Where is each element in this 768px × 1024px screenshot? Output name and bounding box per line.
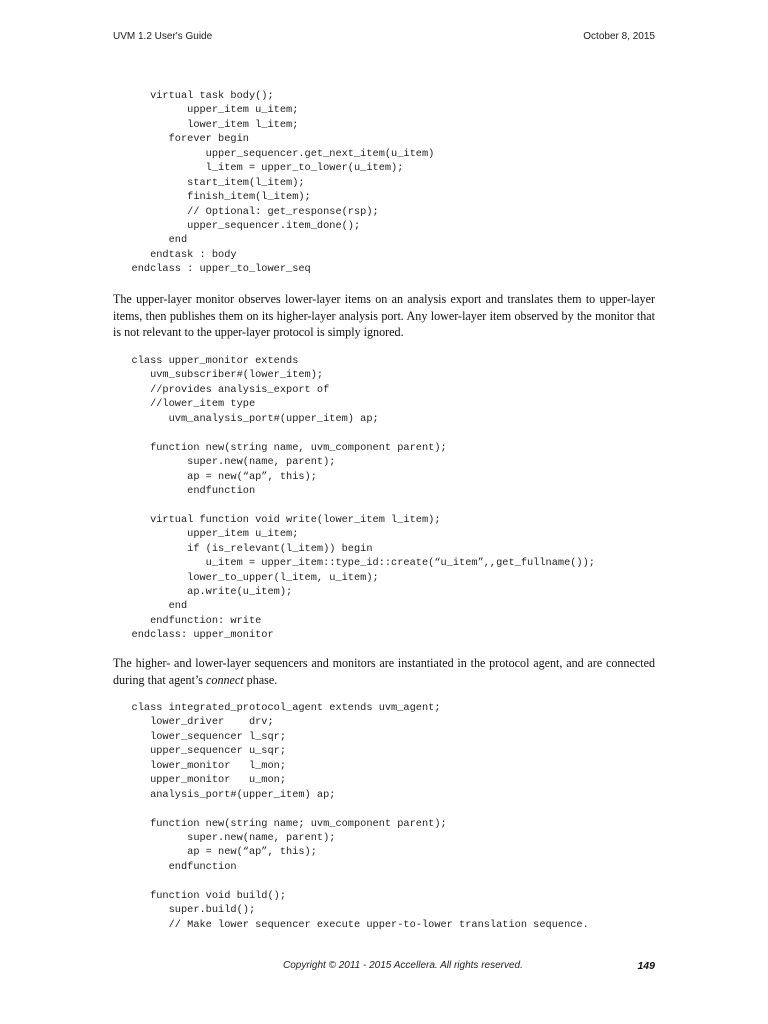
code-line: endfunction <box>113 860 237 873</box>
code-line: end <box>113 234 188 247</box>
code-line: super.new(name, parent); <box>113 456 336 469</box>
code-line: class integrated_protocol_agent extends uvm_agent; <box>113 702 441 714</box>
page-number: 149 <box>637 960 655 972</box>
code-line: end <box>113 600 188 613</box>
code-line: upper_sequencer.item_done(); <box>113 219 361 232</box>
paragraph-upper-layer-monitor: The upper-layer monitor observes lower-layer items on an analysis export and translates them to upper-layer items, then publishes them on its higher-layer analysis port. Any lower-layer item observed by the monitor that is not relevant to the upper-layer protocol is simply ignored. <box>113 292 655 339</box>
code-line: ap = new(“ap”, this); <box>113 470 317 483</box>
code-block-upper-to-lower-seq <box>113 89 434 277</box>
code-line: super.new(name, parent); <box>113 831 336 844</box>
code-line: ap.write(u_item); <box>113 586 293 598</box>
code-line <box>113 802 589 816</box>
paragraph-emphasis: connect <box>206 672 244 687</box>
paragraph-text: The higher- and lower-layer sequencers and monitors are instantiated in the protocol agent, and are connected during that agent’s <box>113 656 655 687</box>
code-line: lower_item l_item; <box>113 118 299 131</box>
code-line: // Make lower sequencer execute upper-to-lower translation sequence. <box>113 918 589 931</box>
code-line <box>113 874 589 888</box>
code-line: function void build(); <box>113 889 287 902</box>
code-line: lower_monitor l_mon; <box>113 759 287 772</box>
code-block-integrated-protocol-agent <box>113 701 589 932</box>
code-line: //provides analysis_export of <box>113 383 330 396</box>
code-line: endclass : upper_to_lower_seq <box>113 263 311 276</box>
code-line: upper_item u_item; <box>113 528 299 541</box>
code-line: class upper_monitor extends <box>113 355 299 367</box>
running-header-title: UVM 1.2 User's Guide <box>113 31 213 42</box>
code-line: upper_sequencer u_sqr; <box>113 745 287 758</box>
code-line: finish_item(l_item); <box>113 191 311 204</box>
code-line: upper_sequencer.get_next_item(u_item) <box>113 147 435 160</box>
code-line: //lower_item type <box>113 398 256 411</box>
paragraph-agent-instantiation <box>113 655 655 688</box>
running-header-date: October 8, 2015 <box>583 31 655 42</box>
footer-copyright: Copyright © 2011 - 2015 Accellera. All rights reserved. <box>283 960 523 971</box>
code-line <box>113 426 595 440</box>
code-block-upper-monitor <box>113 354 595 643</box>
code-line: ap = new(“ap”, this); <box>113 846 317 859</box>
code-line: endtask : body <box>113 248 237 261</box>
code-line: u_item = upper_item::type_id::create(“u_item”,,get_fullname()); <box>113 557 595 570</box>
code-line: // Optional: get_response(rsp); <box>113 205 379 218</box>
code-line: upper_monitor u_mon; <box>113 774 287 787</box>
code-line: endfunction: write <box>113 614 262 627</box>
code-line: function new(string name; uvm_component parent); <box>113 817 447 830</box>
code-line: lower_to_upper(l_item, u_item); <box>113 571 379 584</box>
code-line: lower_driver drv; <box>113 716 274 729</box>
code-line: analysis_port#(upper_item) ap; <box>113 788 336 801</box>
code-line: virtual task body(); <box>113 90 274 102</box>
code-line: if (is_relevant(l_item)) begin <box>113 542 373 555</box>
code-line: function new(string name, uvm_component parent); <box>113 441 447 454</box>
code-line: start_item(l_item); <box>113 176 305 189</box>
code-line: uvm_subscriber#(lower_item); <box>113 369 324 382</box>
code-line: virtual function void write(lower_item l_item); <box>113 513 441 526</box>
code-line: upper_item u_item; <box>113 104 299 117</box>
code-line: forever begin <box>113 133 249 146</box>
paragraph-text: phase. <box>243 672 278 687</box>
code-line: uvm_analysis_port#(upper_item) ap; <box>113 412 379 425</box>
code-line: lower_sequencer l_sqr; <box>113 730 287 743</box>
code-line: l_item = upper_to_lower(u_item); <box>113 162 404 175</box>
code-line <box>113 498 595 512</box>
code-line: super.build(); <box>113 904 256 917</box>
code-line: endclass: upper_monitor <box>113 629 274 642</box>
code-line: endfunction <box>113 484 256 497</box>
